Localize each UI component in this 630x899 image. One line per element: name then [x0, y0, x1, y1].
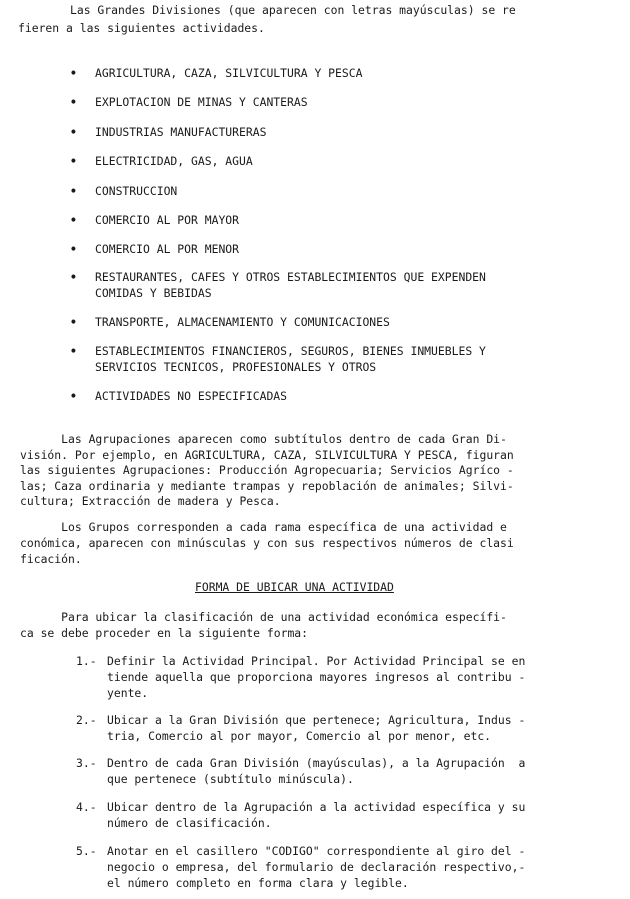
- step-text: tiende aquella que proporciona mayores ingresos al contribu -: [107, 670, 526, 684]
- division-label: ESTABLECIMIENTOS FINANCIEROS, SEGUROS, BIENES INMUEBLES Y: [95, 344, 486, 358]
- division-label-continued: SERVICIOS TECNICOS, PROFESIONALES Y OTROS: [95, 360, 377, 374]
- division-label: ELECTRICIDAD, GAS, AGUA: [95, 154, 253, 168]
- section-heading: FORMA DE UBICAR UNA ACTIVIDAD: [195, 580, 394, 594]
- step-number: 2.-: [76, 713, 97, 727]
- bullet-icon: •: [70, 315, 77, 329]
- step-text: Definir la Actividad Principal. Por Actividad Principal se en: [107, 654, 526, 668]
- step-text: que pertenece (subtítulo minúscula).: [107, 772, 354, 786]
- agrupaciones-line: las; Caza ordinaria y mediante trampas y repoblación de animales; Silvi-: [20, 479, 514, 493]
- division-label: EXPLOTACION DE MINAS Y CANTERAS: [95, 95, 308, 109]
- step-text: el número completo en forma clara y legible.: [107, 876, 409, 890]
- agrupaciones-line: cultura; Extracción de madera y Pesca.: [20, 494, 281, 508]
- step-number: 3.-: [76, 756, 97, 770]
- step-text: Ubicar dentro de la Agrupación a la actividad específica y su: [107, 800, 526, 814]
- agrupaciones-line: las siguientes Agrupaciones: Producción Agropecuaria; Servicios Agríco -: [20, 463, 514, 477]
- division-label: ACTIVIDADES NO ESPECIFICADAS: [95, 389, 288, 403]
- bullet-icon: •: [70, 154, 77, 168]
- intro-line-2: fieren a las siguientes actividades.: [18, 21, 265, 35]
- procedure-intro-line: Para ubicar la clasificación de una actividad económica específi-: [20, 610, 507, 624]
- step-text: tria, Comercio al por mayor, Comercio al por menor, etc.: [107, 729, 492, 743]
- step-number: 5.-: [76, 844, 97, 858]
- bullet-icon: •: [70, 184, 77, 198]
- division-label: CONSTRUCCION: [95, 184, 178, 198]
- division-label: TRANSPORTE, ALMACENAMIENTO Y COMUNICACIONES: [95, 315, 390, 329]
- grupos-line: Los Grupos corresponden a cada rama específica de una actividad e: [20, 520, 507, 534]
- division-label: COMERCIO AL POR MAYOR: [95, 213, 240, 227]
- procedure-intro-line: ca se debe proceder en la siguiente forma:: [20, 626, 309, 640]
- step-text: Dentro de cada Gran División (mayúsculas), a la Agrupación a: [107, 756, 526, 770]
- bullet-icon: •: [70, 242, 77, 256]
- division-label: RESTAURANTES, CAFES Y OTROS ESTABLECIMIENTOS QUE EXPENDEN: [95, 270, 486, 284]
- step-text: número de clasificación.: [107, 816, 272, 830]
- step-text: Anotar en el casillero "CODIGO" correspondiente al giro del -: [107, 844, 526, 858]
- bullet-icon: •: [70, 95, 77, 109]
- division-label: COMERCIO AL POR MENOR: [95, 242, 240, 256]
- bullet-icon: •: [70, 66, 77, 80]
- bullet-icon: •: [70, 125, 77, 139]
- bullet-icon: •: [70, 270, 77, 284]
- agrupaciones-line: Las Agrupaciones aparecen como subtítulos dentro de cada Gran Di-: [20, 432, 507, 446]
- division-label: INDUSTRIAS MANUFACTURERAS: [95, 125, 267, 139]
- step-number: 1.-: [76, 654, 97, 668]
- agrupaciones-line: visión. Por ejemplo, en AGRICULTURA, CAZA, SILVICULTURA Y PESCA, figuran: [20, 448, 514, 462]
- division-label: AGRICULTURA, CAZA, SILVICULTURA Y PESCA: [95, 66, 363, 80]
- grupos-line: conómica, aparecen con minúsculas y con sus respectivos números de clasi: [20, 536, 514, 550]
- step-text: Ubicar a la Gran División que pertenece; Agricultura, Indus -: [107, 713, 526, 727]
- bullet-icon: •: [70, 389, 77, 403]
- step-text: negocio o empresa, del formulario de declaración respectivo,-: [107, 860, 526, 874]
- grupos-line: ficación.: [20, 552, 82, 566]
- division-label-continued: COMIDAS Y BEBIDAS: [95, 286, 212, 300]
- step-number: 4.-: [76, 800, 97, 814]
- step-text: yente.: [107, 686, 149, 700]
- bullet-icon: •: [70, 213, 77, 227]
- intro-line-1: Las Grandes Divisiones (que aparecen con letras mayúsculas) se re: [70, 3, 516, 17]
- bullet-icon: •: [70, 344, 77, 358]
